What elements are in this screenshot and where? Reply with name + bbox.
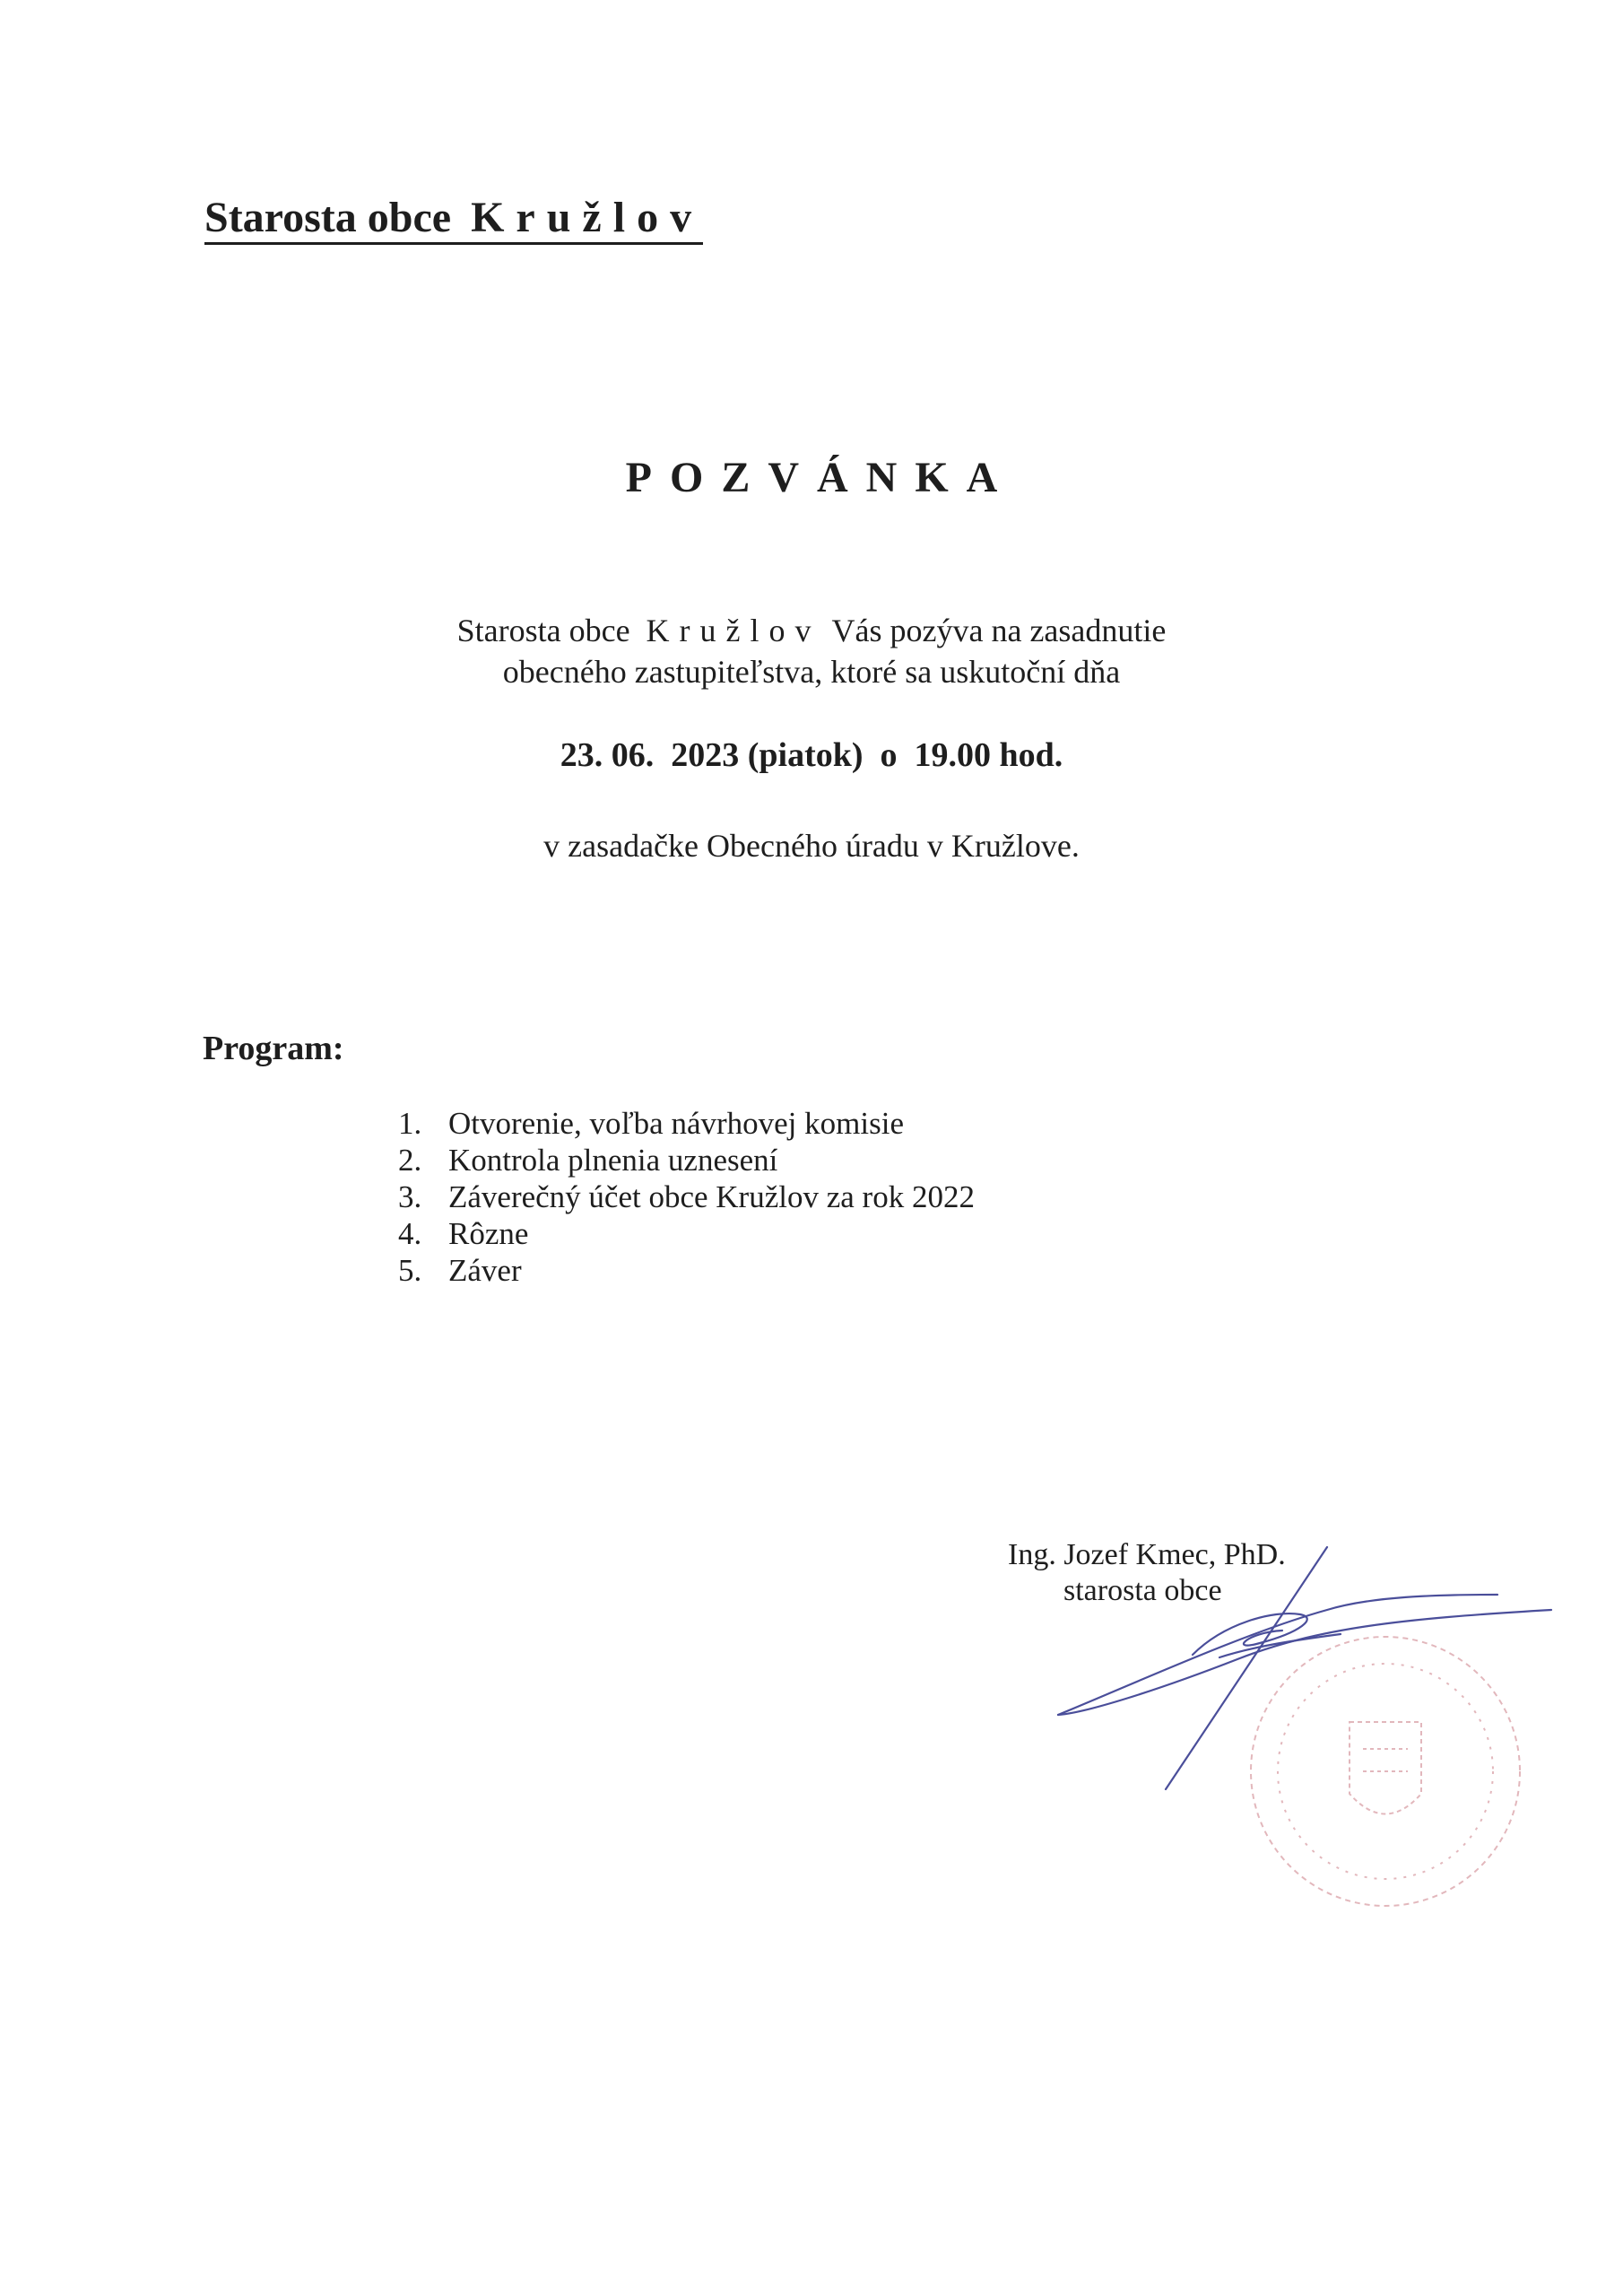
agenda-item-number: 4. (398, 1216, 422, 1251)
agenda-item-text: Otvorenie, voľba návrhovej komisie (448, 1106, 904, 1141)
agenda-item-text: Rôzne (448, 1216, 529, 1251)
meeting-date: 23. 06. 2023 (piatok) o 19.00 hod. (560, 736, 1063, 774)
invitation-line-1-after: Vás pozýva na zasadnutie (831, 613, 1167, 648)
invitation-line-1-before: Starosta obce (456, 613, 630, 648)
agenda-item-text: Kontrola plnenia uznesení (448, 1143, 778, 1178)
signer-name: Ing. Jozef Kmec, PhD. (1008, 1538, 1286, 1571)
official-stamp (1251, 1637, 1520, 1906)
invitation-line-1 (0, 610, 1623, 651)
agenda-item (398, 1252, 975, 1289)
program-label: Program: (203, 1030, 344, 1067)
agenda-item-number: 3. (398, 1179, 422, 1214)
invitation-text (0, 610, 1623, 692)
invitation-line-2: obecného zastupiteľstva, ktoré sa uskutoční dňa (502, 654, 1121, 690)
agenda-item (398, 1215, 975, 1252)
agenda-item (398, 1142, 975, 1178)
invitation-village: Kružlov (646, 613, 821, 648)
agenda-item-text: Záverečný účet obce Kružlov za rok 2022 (448, 1179, 975, 1214)
header-prefix: Starosta obce (204, 194, 452, 241)
agenda-item-text: Záver (448, 1253, 522, 1288)
agenda-item-number: 2. (398, 1143, 422, 1178)
agenda-item-number: 1. (398, 1106, 422, 1141)
header-title (204, 196, 703, 245)
agenda-item (398, 1105, 975, 1142)
signer-title: starosta obce (1063, 1574, 1222, 1607)
agenda-list (398, 1105, 975, 1289)
header-village: Kružlov (471, 194, 704, 241)
meeting-place: v zasadačke Obecného úradu v Kružlove. (543, 828, 1080, 864)
document-title: POZVÁNKA (625, 454, 1016, 501)
agenda-item (398, 1178, 975, 1215)
agenda-item-number: 5. (398, 1253, 422, 1288)
